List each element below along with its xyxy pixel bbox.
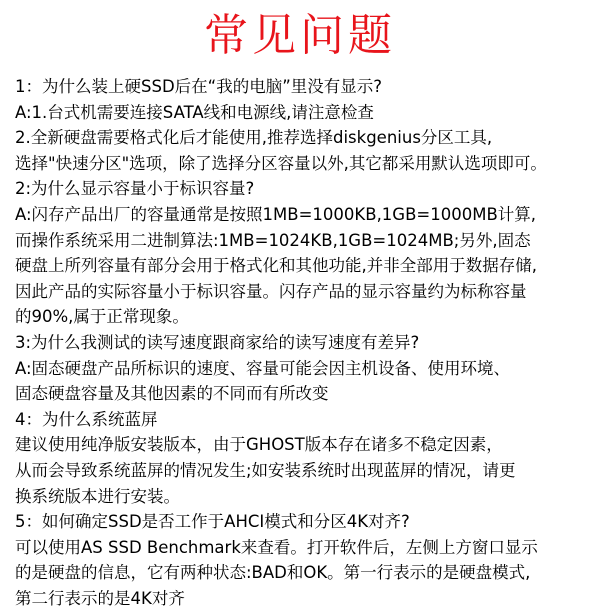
faq-line: 的90%,属于正常现象。 — [15, 307, 189, 327]
faq-content — [15, 74, 595, 611]
faq-line: 而操作系统采用二进制算法:1MB=1024KB,1GB=1024MB;另外,固态 — [15, 230, 531, 250]
faq-line: 5：如何确定SSD是否工作于AHCI模式和分区4K对齐? — [15, 512, 410, 532]
faq-line: 可以使用AS SSD Benchmark来查看。打开软件后，左侧上方窗口显示 — [15, 537, 538, 557]
faq-line: 4：为什么系统蓝屏 — [15, 409, 158, 429]
faq-line: 第二行表示的是4K对齐 — [15, 588, 185, 608]
faq-line: 建议使用纯净版安装版本，由于GHOST版本存在诸多不稳定因素， — [15, 435, 503, 455]
faq-line: 硬盘上所列容量有部分会用于格式化和其他功能,并非全部用于数据存储, — [15, 256, 537, 276]
faq-line: 1：为什么装上硬SSD后在“我的电脑”里没有显示? — [15, 77, 383, 96]
faq-line: 从而会导致系统蓝屏的情况发生;如安装系统时出现蓝屏的情况，请更 — [15, 460, 516, 480]
faq-line: 3:为什么我测试的读写速度跟商家给的读写速度有差异? — [15, 332, 420, 352]
faq-line: 换系统版本进行安装。 — [15, 486, 180, 506]
faq-line: 因此产品的实际容量小于标识容量。闪存产品的显示容量约为标称容量 — [15, 281, 527, 301]
faq-line: 2:为什么显示容量小于标识容量? — [15, 179, 255, 199]
faq-line: 2.全新硬盘需要格式化后才能使用,推荐选择diskgenius分区工具, — [15, 128, 493, 148]
page-title: 常见问题 — [204, 10, 396, 61]
faq-line: A:1.台式机需要连接SATA线和电源线,请注意检查 — [15, 102, 374, 122]
faq-line: 选择"快速分区"选项，除了选择分区容量以外,其它都采用默认选项即可。 — [15, 153, 547, 173]
faq-line: A:闪存产品出厂的容量通常是按照1MB=1000KB,1GB=1000MB计算, — [15, 204, 537, 224]
faq-line: 的是硬盘的信息，它有两种状态:BAD和OK。第一行表示的是硬盘模式, — [15, 563, 531, 583]
faq-line: 固态硬盘容量及其他因素的不同而有所改变 — [15, 384, 329, 404]
faq-line: A:固态硬盘产品所标识的速度、容量可能会因主机设备、使用环境、 — [15, 358, 511, 378]
